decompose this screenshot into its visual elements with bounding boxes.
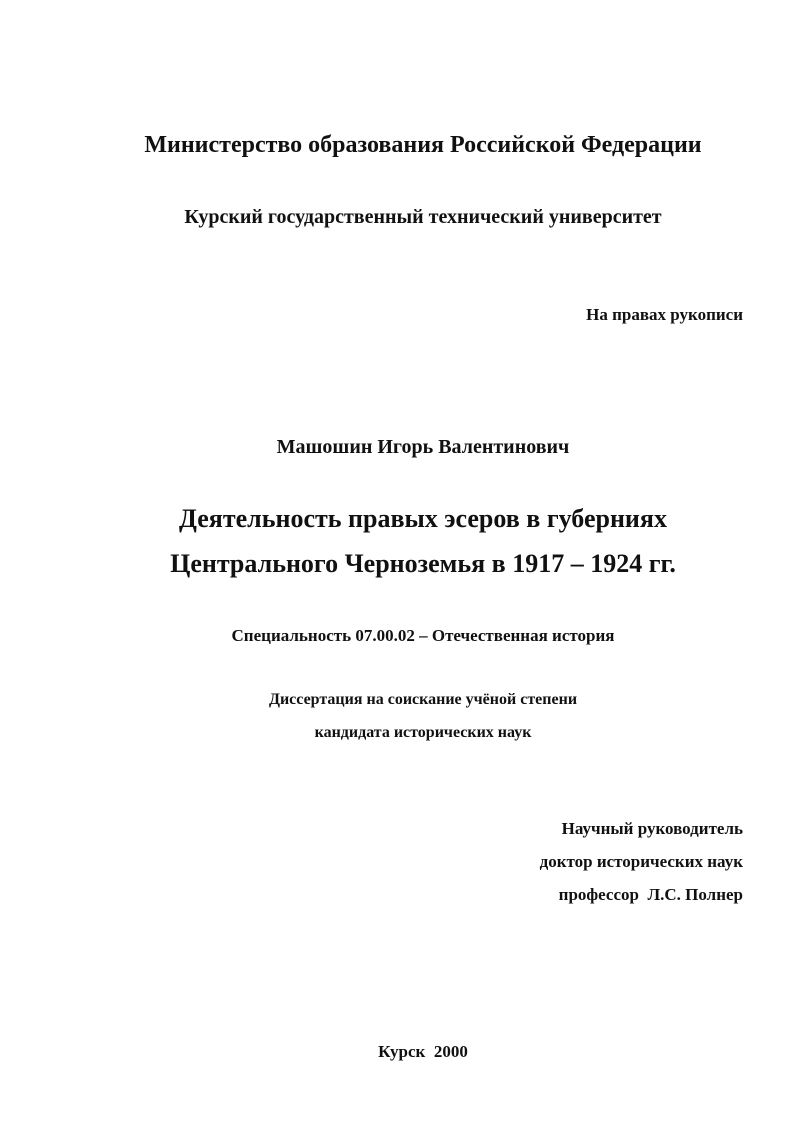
dissertation-title-line-2: Центрального Черноземья в 1917 – 1924 гг.	[170, 549, 676, 578]
university-name: Курский государственный технический университет	[184, 206, 662, 228]
degree-statement-line-1: Диссертация на соискание учёной степени	[268, 691, 578, 708]
supervisor-name: профессор Л.С. Полнер	[558, 885, 743, 904]
specialty: Специальность 07.00.02 – Отечественная история	[231, 626, 615, 645]
supervisor-label: Научный руководитель	[561, 819, 743, 838]
author-name: Машошин Игорь Валентинович	[276, 436, 570, 458]
city-year: Курск 2000	[378, 1042, 468, 1061]
dissertation-title-line-1: Деятельность правых эсеров в губерниях	[179, 504, 667, 533]
manuscript-rights-note: На правах рукописи	[586, 305, 743, 324]
ministry-heading: Министерство образования Российской Федерации	[144, 132, 702, 158]
supervisor-degree: доктор исторических наук	[539, 852, 743, 871]
degree-statement-line-2: кандидата исторических наук	[314, 724, 532, 741]
